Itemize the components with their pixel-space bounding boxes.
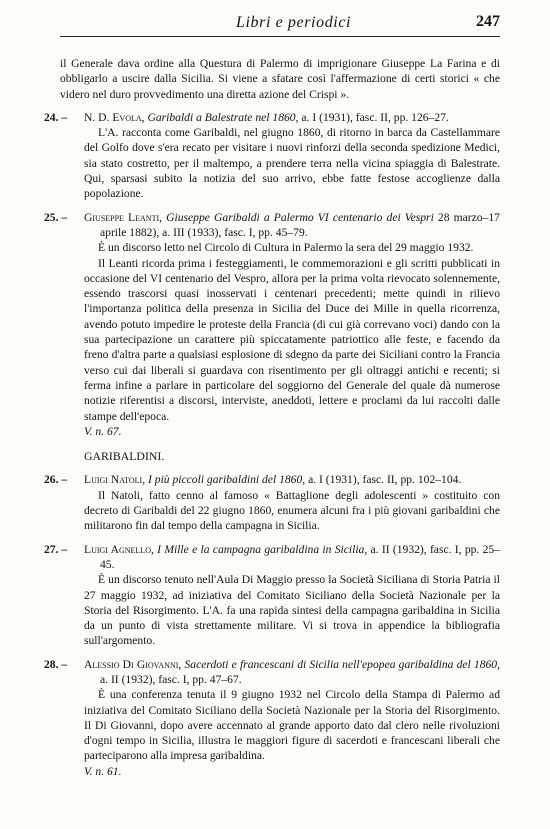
entry-summary: Il Natoli, fatto cenno al famoso « Battaglione degli adolescenti » costituito con decreto di Garibaldi del 22 giugno 1860, enumera alcuni fra i più giovani garibaldini che militarono fin dal tempo della campagna in Sicilia. (84, 488, 500, 533)
entry-number: 27. – (44, 542, 68, 556)
entry-author: N. D. Evola, (84, 110, 145, 124)
entry-citation (60, 210, 500, 241)
entry-title: Garibaldi a Balestrate nel 1860, (147, 110, 299, 124)
entry-author: Luigi Natoli, (84, 473, 146, 487)
entry-citation (60, 110, 500, 125)
entry-title: Sacerdoti e francescani di Sicilia nell'epopea garibaldina del 1860, (184, 657, 501, 671)
entry-details: a. II (1932), fasc. I, pp. 47–67. (100, 672, 242, 686)
entry-summary: È un discorso tenuto nell'Aula Di Maggio presso la Società Siciliana di Storia Patria il 27 maggio 1932, ad iniziativa del Comitato Siciliano della Società Nazionale per la Storia del Risorgimento. L'A. fa una rapida sintesi della campagna garibaldina in Sicilia da un punto di vista strettamente militare. Vi si trova in appendice la bibliografia sull'argomento. (84, 573, 500, 648)
entry-citation (60, 657, 500, 688)
entry-number: 28. – (44, 657, 68, 671)
bibliography-entry-24 (44, 110, 500, 202)
entry-title: Giuseppe Garibaldi a Palermo VI centenario dei Vespri (166, 210, 434, 224)
entry-citation (60, 472, 500, 487)
entry-details: a. II (1932), fasc. I, pp. 25–45. (100, 542, 501, 571)
entry-summary: È un discorso letto nel Circolo di Cultura in Palermo la sera del 29 maggio 1932. (98, 241, 474, 255)
entry-summary: Il Leanti ricorda prima i festeggiamenti, le commemorazioni e gli scritti pubblicati in occasione del VI centenario del Vespro, allora per la prima volta rievocato solennemente, essendo trascorsi quasi inosservati i centenari precedenti; mette quindi in rilievo l'importanza politica della presenza in Sicilia del Duce dei Mille in quella ricorrenza, avendo potuto impedire le proteste della Francia (di cui già correvano voci) dando con la sua partecipazione un carattere più spiccatamente patriottico alle feste, e facendo da freno d'altra parte a qualsiasi esplosione di sdegno da parte dei Siciliani contro la Francia verso cui dai liberali si guardava con risentimento per gli oltraggi antichi e recenti; si ferma infine a parlare in particolare del soggiorno del Generale del quale dà numerose notizie riferentisi a discorsi, interviste, aneddoti, lettere e proclami da lui raccolti dalle stampe dell'epoca. (84, 256, 500, 423)
entry-number: 26. – (44, 473, 68, 487)
cross-reference: V. n. 61. (84, 764, 122, 778)
running-header (60, 8, 500, 37)
page-body (44, 56, 500, 779)
bibliography-entry-25 (44, 210, 500, 439)
entry-number: 25. – (44, 210, 68, 224)
cross-reference: V. n. 67. (84, 424, 122, 438)
entry-title: I Mille e la campagna garibaldina in Sicilia, (157, 542, 368, 556)
entry-author: Luigi Agnello, (84, 542, 154, 556)
running-title: Libri e periodici (236, 14, 352, 31)
bibliography-entry-27 (44, 542, 500, 649)
entry-number: 24. – (44, 110, 68, 124)
bibliography-entry-26 (44, 472, 500, 533)
entry-details: 28 marzo–17 aprile 1882), a. III (1933), fasc. I, pp. 45–79. (100, 210, 500, 239)
bibliography-entry-28 (44, 657, 500, 779)
entry-citation (60, 542, 500, 573)
section-heading: GARIBALDINI. (84, 449, 165, 464)
entry-author: Alessio Di Giovanni, (84, 657, 182, 671)
entry-summary: L'A. racconta come Garibaldi, nel giugno 1860, di ritorno in barca da Castellammare del Golfo dove s'era recato per visitare i nuovi rinforzi della seconda spedizione Medici, sia stato costretto, per il maltempo, a prendere terra nella vicina spiaggia di Balestrate. Qui, sparsasi subito la notizia del suo arrivo, ebbe fatte festose accoglienze dalla popolazione. (84, 126, 500, 201)
page-number: 247 (476, 13, 500, 30)
entry-details: a. I (1931), fasc. II, pp. 126–27. (301, 110, 449, 124)
entry-author: Giuseppe Leanti, (84, 210, 163, 224)
continued-paragraph: il Generale dava ordine alla Questura di Palermo di imprigionare Giuseppe La Farina e di obbligarlo a uscire dalla Sicilia. Si viene a sfatare così l'affermazione di certi storici « che videro nel duro provvedimento una diretta azione del Crispi ». (60, 57, 500, 101)
entry-title: I più piccoli garibaldini del 1860, (148, 473, 306, 487)
entry-details: a. I (1931), fasc. II, pp. 102–104. (308, 473, 462, 487)
entry-summary: È una conferenza tenuta il 9 giugno 1932 nel Circolo della Stampa di Palermo ad iniziativa del Comitato Siciliano della Società Nazionale per la Storia del Risorgimento. Il Di Giovanni, dopo avere accennato al grande apporto dato dal clero nelle rivoluzioni d'ogni tempo in Sicilia, illustra le maggiori figure di sacerdoti e francescani liberali che parteciparono alla impresa garibaldina. (84, 688, 500, 763)
